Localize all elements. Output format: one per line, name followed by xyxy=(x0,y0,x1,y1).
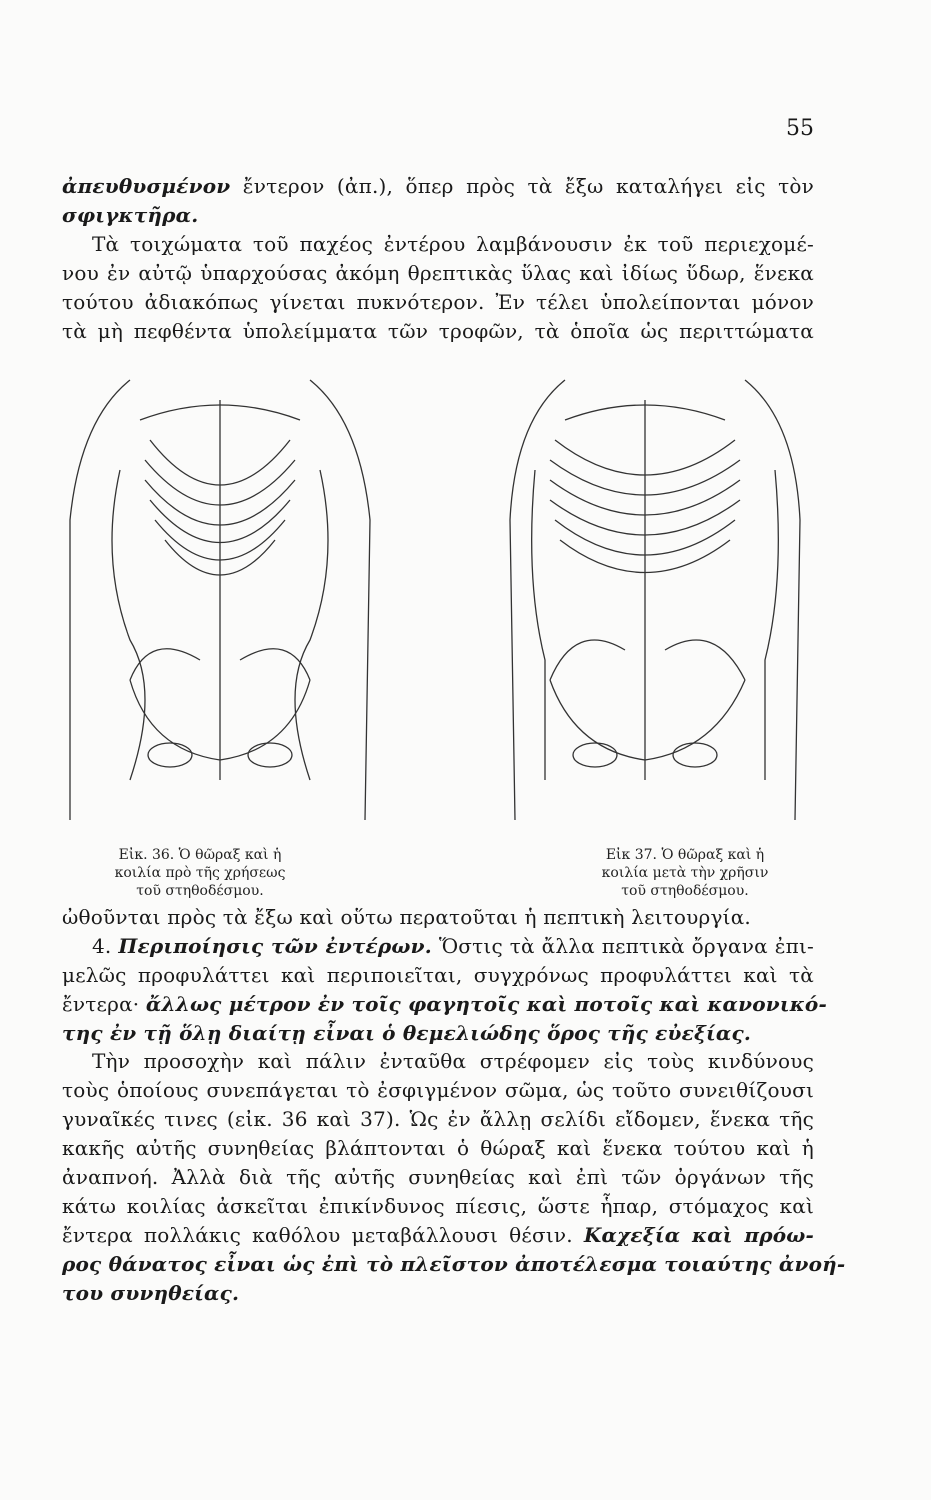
figure-37-caption xyxy=(560,846,810,900)
text-line xyxy=(62,1164,814,1190)
text-segment: Τὴν προσοχὴν καὶ πάλιν ἐνταῦθα στρέφομεν εἰς τοὺς κινδύνους xyxy=(92,1049,814,1073)
caption-line: τοῦ στηθοδέσμου. xyxy=(621,883,749,899)
page-number: 55 xyxy=(786,116,814,141)
caption-line: τοῦ στηθοδέσμου. xyxy=(136,883,264,899)
figure-36-caption xyxy=(70,846,330,900)
text-line xyxy=(62,1020,814,1046)
emphasis-text: σφιγκτῆρα. xyxy=(62,203,199,227)
text-line xyxy=(62,991,827,1017)
caption-line: κοιλία πρὸ τῆς χρήσεως xyxy=(114,865,286,881)
text-segment: Ὅστις τὰ ἄλλα πεπτικὰ ὄργανα ἐπι- xyxy=(431,934,814,958)
text-line xyxy=(62,1048,814,1074)
emphasis-text: Περιποίησις τῶν ἐντέρων. xyxy=(118,934,432,958)
text-line xyxy=(62,173,814,199)
text-segment: ἔντερον (ἀπ.), ὅπερ πρὸς τὰ ἔξω καταλήγει εἰς τὸν xyxy=(230,174,814,198)
caption-line: Εἰκ 37. Ὁ θῶραξ καὶ ἡ xyxy=(605,847,765,863)
text-line xyxy=(62,962,814,988)
text-line xyxy=(62,1106,814,1132)
caption-line: κοιλία μετὰ τὴν χρῆσιν xyxy=(601,865,769,881)
text-segment: τὰ μὴ πεφθέντα ὑπολείμματα τῶν τροφῶν, τὰ ὁποῖα ὡς περιττώματα xyxy=(62,319,814,343)
text-line xyxy=(62,318,814,344)
text-line xyxy=(62,1251,846,1277)
text-segment: τούτου ἀδιακόπως γίνεται πυκνότερον. Ἐν τέλει ὑπολείπονται μόνον xyxy=(62,290,814,314)
text-line xyxy=(62,933,814,959)
text-line xyxy=(62,289,814,315)
text-line xyxy=(62,1280,814,1306)
emphasis-text: ἀπευθυσμένον xyxy=(62,174,231,198)
text-segment: γυναῖκές τινες (εἰκ. 36 καὶ 37). Ὡς ἐν ἄλλῃ σελίδι εἴδομεν, ἕνεκα τῆς xyxy=(62,1107,814,1131)
text-line xyxy=(62,904,814,930)
figure-36-illustration xyxy=(60,360,380,830)
text-line xyxy=(62,231,814,257)
emphasis-text: ρος θάνατος εἶναι ὡς ἐπὶ τὸ πλεῖστον ἀποτέλεσμα τοιαύτης ἀνοή- xyxy=(62,1252,846,1276)
text-segment: ἔντερα· xyxy=(62,992,146,1016)
text-segment: ὠθοῦνται πρὸς τὰ ἔξω καὶ οὕτω περατοῦται ἡ πεπτικὴ λειτουργία. xyxy=(62,905,751,929)
text-segment: μελῶς προφυλάττει καὶ περιποιεῖται, συγχρόνως προφυλάττει καὶ τὰ xyxy=(62,963,814,987)
emphasis-text: της ἐν τῇ ὅλῃ διαίτῃ εἶναι ὁ θεμελιώδης ὅρος τῆς εὐεξίας. xyxy=(62,1021,752,1045)
text-line xyxy=(62,1222,814,1248)
emphasis-text: ἄλλως μέτρον ἐν τοῖς φαγητοῖς καὶ ποτοῖς καὶ κανονικό- xyxy=(145,992,827,1016)
text-line xyxy=(62,1077,814,1103)
emphasis-text: Καχεξία καὶ πρόω- xyxy=(583,1223,815,1247)
text-segment: κακῆς αὐτῆς συνηθείας βλάπτονται ὁ θώραξ καὶ ἕνεκα τούτου καὶ ἡ xyxy=(62,1136,814,1160)
text-line xyxy=(62,1135,814,1161)
text-segment: κάτω κοιλίας ἀσκεῖται ἐπικίνδυνος πίεσις, ὥστε ἧπαρ, στόμαχος καὶ xyxy=(62,1194,814,1218)
emphasis-text: του συνηθείας. xyxy=(62,1281,240,1305)
torso-outline xyxy=(510,380,800,820)
text-line xyxy=(62,260,814,286)
text-segment: νου ἐν αὐτῷ ὑπαρχούσας ἀκόμη θρεπτικὰς ὕλας καὶ ἰδίως ὕδωρ, ἕνεκα xyxy=(62,261,814,285)
text-segment: ἔντερα πολλάκις καθόλου μεταβάλλουσι θέσιν. xyxy=(62,1223,584,1247)
text-segment: 4. xyxy=(92,934,119,958)
text-segment: Τὰ τοιχώματα τοῦ παχέος ἐντέρου λαμβάνουσιν ἐκ τοῦ περιεχομέ- xyxy=(92,232,814,256)
text-line xyxy=(62,1193,814,1219)
text-segment: ἀναπνοή. Ἀλλὰ διὰ τῆς αὐτῆς συνηθείας καὶ ἐπὶ τῶν ὀργάνων τῆς xyxy=(62,1165,814,1189)
figure-37-illustration xyxy=(495,360,815,830)
text-line xyxy=(62,202,814,228)
caption-line: Εἰκ. 36. Ὁ θῶραξ καὶ ἡ xyxy=(118,847,282,863)
text-segment: τοὺς ὁποίους συνεπάγεται τὸ ἐσφιγμένον σῶμα, ὡς τοῦτο συνειθίζουσι xyxy=(62,1078,814,1102)
